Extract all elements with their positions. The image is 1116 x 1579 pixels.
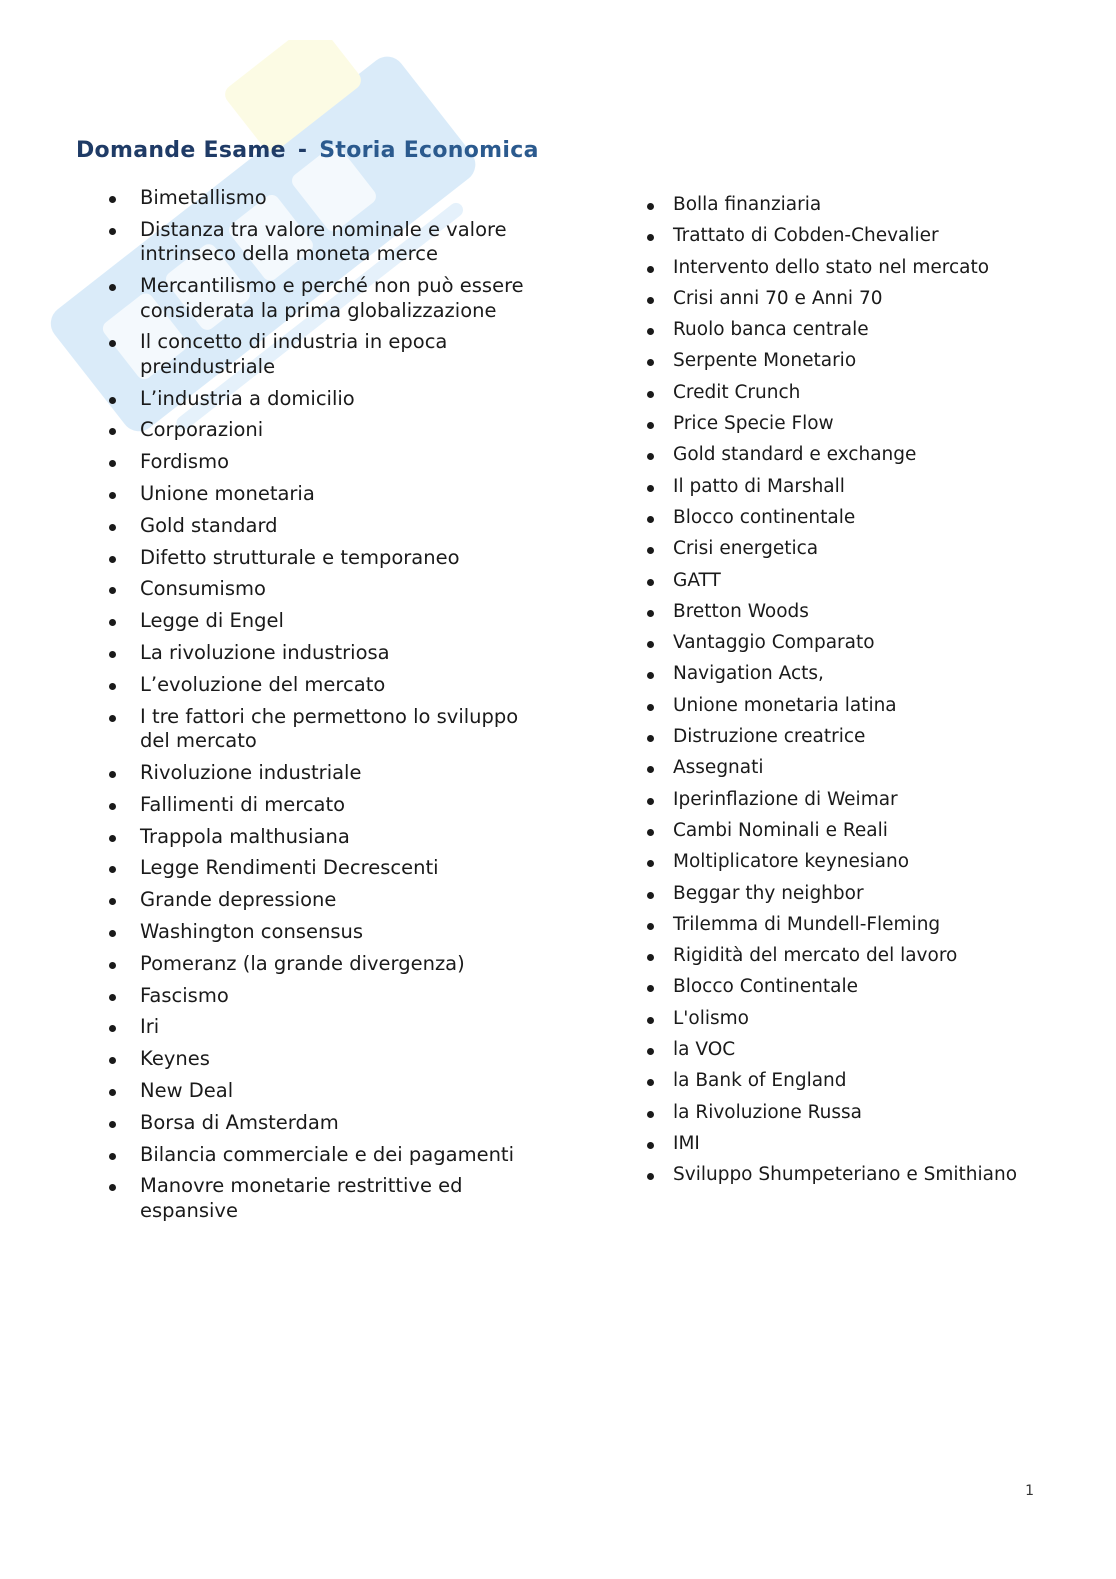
- list-item: Cambi Nominali e Reali: [644, 819, 1064, 843]
- list-item: Trappola malthusiana: [106, 825, 536, 850]
- list-item: GATT: [644, 569, 1064, 593]
- list-item: Trilemma di Mundell-Fleming: [644, 913, 1064, 937]
- list-item: Rivoluzione industriale: [106, 761, 536, 786]
- list-item: Distanza tra valore nominale e valore intrinseco della moneta merce: [106, 218, 536, 267]
- title-main: Domande Esame: [76, 138, 286, 163]
- list-item: Legge di Engel: [106, 609, 536, 634]
- list-item: Trattato di Cobden-Chevalier: [644, 224, 1064, 248]
- list-item: New Deal: [106, 1079, 536, 1104]
- list-item: Rigidità del mercato del lavoro: [644, 944, 1064, 968]
- list-item: Sviluppo Shumpeteriano e Smithiano: [644, 1163, 1064, 1187]
- list-item: Moltiplicatore keynesiano: [644, 850, 1064, 874]
- list-item: Pomeranz (la grande divergenza): [106, 952, 536, 977]
- question-list-left: [106, 186, 536, 1231]
- list-item: Unione monetaria latina: [644, 694, 1064, 718]
- list-item: Beggar thy neighbor: [644, 882, 1064, 906]
- list-item: Gold standard: [106, 514, 536, 539]
- list-item: Corporazioni: [106, 418, 536, 443]
- list-item: Fordismo: [106, 450, 536, 475]
- list-item: Gold standard e exchange: [644, 443, 1064, 467]
- list-item: Crisi energetica: [644, 537, 1064, 561]
- list-item: Ruolo banca centrale: [644, 318, 1064, 342]
- list-item: Blocco continentale: [644, 506, 1064, 530]
- list-item: Mercantilismo e perché non può essere considerata la prima globalizzazione: [106, 274, 536, 323]
- list-item: Navigation Acts,: [644, 662, 1064, 686]
- list-item: Bolla finanziaria: [644, 193, 1064, 217]
- page-number: 1: [1025, 1483, 1034, 1499]
- list-item: la Bank of England: [644, 1069, 1064, 1093]
- list-item: Fallimenti di mercato: [106, 793, 536, 818]
- list-item: I tre fattori che permettono lo sviluppo del mercato: [106, 705, 536, 754]
- list-item: Washington consensus: [106, 920, 536, 945]
- list-item: Unione monetaria: [106, 482, 536, 507]
- list-item: Bilancia commerciale e dei pagamenti: [106, 1143, 536, 1168]
- list-item: la Rivoluzione Russa: [644, 1101, 1064, 1125]
- list-item: Borsa di Amsterdam: [106, 1111, 536, 1136]
- list-item: Credit Crunch: [644, 381, 1064, 405]
- list-item: Bretton Woods: [644, 600, 1064, 624]
- list-item: Manovre monetarie restrittive ed espansive: [106, 1174, 536, 1223]
- list-item: Iri: [106, 1015, 536, 1040]
- list-item: Iperinflazione di Weimar: [644, 788, 1064, 812]
- question-list-right: [644, 193, 1064, 1195]
- title-subject: Storia Economica: [319, 138, 539, 163]
- list-item: Price Specie Flow: [644, 412, 1064, 436]
- list-item: Consumismo: [106, 577, 536, 602]
- title-separator: -: [297, 138, 308, 163]
- list-item: Assegnati: [644, 756, 1064, 780]
- list-item: La rivoluzione industriosa: [106, 641, 536, 666]
- list-item: L’evoluzione del mercato: [106, 673, 536, 698]
- list-item: Distruzione creatrice: [644, 725, 1064, 749]
- list-item: Fascismo: [106, 984, 536, 1009]
- list-item: L'olismo: [644, 1007, 1064, 1031]
- list-item: Grande depressione: [106, 888, 536, 913]
- list-item: Legge Rendimenti Decrescenti: [106, 856, 536, 881]
- list-item: Vantaggio Comparato: [644, 631, 1064, 655]
- list-item: Intervento dello stato nel mercato: [644, 256, 1064, 280]
- list-item: Crisi anni 70 e Anni 70: [644, 287, 1064, 311]
- list-item: Il patto di Marshall: [644, 475, 1064, 499]
- list-item: Keynes: [106, 1047, 536, 1072]
- list-item: Il concetto di industria in epoca preindustriale: [106, 330, 536, 379]
- list-item: IMI: [644, 1132, 1064, 1156]
- list-item: la VOC: [644, 1038, 1064, 1062]
- list-item: L’industria a domicilio: [106, 387, 536, 412]
- list-item: Blocco Continentale: [644, 975, 1064, 999]
- list-item: Serpente Monetario: [644, 349, 1064, 373]
- list-item: Bimetallismo: [106, 186, 536, 211]
- list-item: Difetto strutturale e temporaneo: [106, 546, 536, 571]
- page-title: [76, 138, 539, 163]
